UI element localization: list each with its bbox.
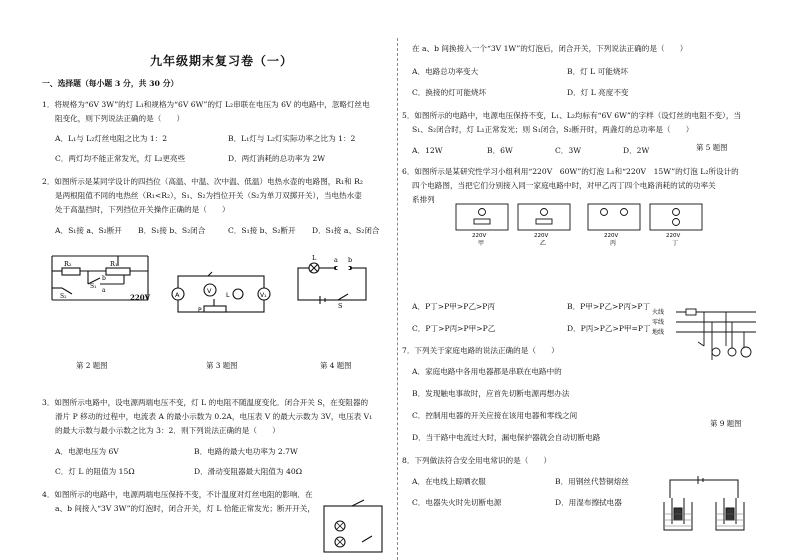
fig9-neutral-wire-label: 零线 [652, 319, 665, 326]
q3-option-a[interactable]: A．电源电压为 6V [55, 447, 119, 456]
fig4-b-label: b [348, 256, 353, 264]
fig4-circuit-diagram [292, 254, 372, 310]
fig4-switch-label: S [338, 302, 343, 310]
q6-option-b[interactable]: B．P甲>P乙>P丙>P丁 [567, 302, 651, 311]
fig2-s2-label: S₂ [60, 293, 67, 300]
fig9-household-circuit [652, 306, 756, 366]
fig9-ground-wire-label: 地线 [652, 329, 665, 336]
q6-stem-line2: 四个电路图，当把它们分别接入同一家庭电路中时，对甲乙丙丁四个电路消耗的试的功率关 [412, 181, 716, 190]
q7-option-d[interactable]: D．当干路中电流过大时，漏电保护器就会自动切断电路 [412, 433, 601, 442]
q6-circuit-voltage-label: 220V [472, 233, 487, 239]
q1-option-b[interactable]: B．L₁灯与 L₂灯实际功率之比为 1：2 [228, 134, 356, 143]
q6-option-d[interactable]: D．P丙>P乙>P甲=P丁 [567, 324, 651, 333]
fig9-caption: 第 9 题图 [710, 419, 742, 428]
q6-option-a[interactable]: A．P丁>P甲>P乙>P丙 [412, 302, 495, 311]
q3-stem-line2: 滑片 P 移动的过程中，电流表 A 的最小示数为 0.2A，电压表 V 的最大示数为 3V，电压表 V₁ [55, 412, 373, 421]
q6-circuit-name-label: 甲 [478, 240, 485, 247]
fig2-a-label: a [102, 287, 106, 294]
q6-circuit-voltage-label: 220V [534, 233, 549, 239]
q6-circuit-4 [646, 200, 706, 247]
q2-option-d[interactable]: D．S₁接 a、S₂闭合 [312, 226, 380, 235]
q6-circuit-name-label: 丙 [610, 240, 617, 247]
q6-circuit-name-label: 丁 [672, 240, 679, 247]
fig3-voltmeter1-label: V₁ [260, 292, 267, 299]
fig3-ammeter-label: A [175, 291, 180, 299]
q3-option-b[interactable]: B．电路的最大电功率为 2.7W [194, 447, 298, 456]
q5-option-c[interactable]: C．3W [555, 146, 582, 155]
fig3-slider-label: P [198, 307, 202, 314]
q2-option-b[interactable]: B．S₁接 b、S₂闭合 [138, 226, 206, 235]
q2-stem-line3: 处于高温挡时，下列挡位开关操作正确的是（ ） [55, 205, 230, 214]
fig10-beaker-diagram [660, 474, 750, 534]
q8-option-a[interactable]: A．在电线上晾晒衣服 [412, 477, 486, 486]
fig3-lamp-label: L [226, 291, 230, 299]
q4-stem-line3: 在 a、b 间换接入一个“3V 1W”的灯泡后，闭合开关，下列说法正确的是（ ） [412, 44, 688, 53]
q1-option-c[interactable]: C．两灯均不能正常发光，灯 L₂更亮些 [55, 154, 186, 163]
q2-stem-line2: 是两根阻值不同的电热丝（R₁<R₂），S₁、S₂为挡位开关（S₂为单刀双掷开关），当电热水壶 [55, 191, 362, 200]
q7-option-c[interactable]: C．控制用电器的开关应接在该用电器和零线之间 [412, 411, 578, 420]
q1-option-a[interactable]: A．L₁与 L₂灯丝电阻之比为 1：2 [55, 134, 168, 143]
q6-circuit-voltage-label: 220V [604, 233, 619, 239]
q4-option-a[interactable]: A．电路总功率变大 [412, 67, 479, 76]
q5-option-d[interactable]: D．2W [623, 146, 650, 155]
q5-stem-line1: 5．如图所示的电路中，电源电压保持不变，L₁、L₂均标有“6V 6W”的字样（设灯丝的电阻不变），当 [402, 111, 742, 120]
q2-option-a[interactable]: A．S₁接 a、S₂断开 [55, 226, 122, 235]
fig5-caption: 第 5 题图 [696, 143, 728, 152]
fig4-a-label: a [334, 256, 338, 264]
q6-circuit-3 [584, 200, 644, 247]
q3-option-d[interactable]: D．滑动变阻器最大阻值为 40Ω [194, 467, 302, 476]
q5-option-a[interactable]: A．12W [412, 146, 443, 155]
q7-option-b[interactable]: B．发现触电事故时，应首先切断电源再想办法 [412, 389, 570, 398]
q8-option-c[interactable]: C．电器失火时先切断电源 [412, 498, 502, 507]
q6-option-c[interactable]: C．P丁>P丙>P甲>P乙 [412, 324, 496, 333]
q3-stem-line3: 的最大示数与最小示数之比为 3：2．则下列说法正确的是（ ） [55, 426, 280, 435]
column-divider [397, 38, 398, 560]
q8-stem: 8．下列做法符合安全用电常识的是（ ） [402, 456, 552, 465]
q7-stem: 7．下列关于家庭电路的说法正确的是（ ） [402, 346, 559, 355]
fig3-voltmeter-label: V [207, 287, 212, 295]
fig3-circuit-diagram [168, 272, 274, 316]
q1-stem-line1: 1．将规格为“6V 3W”的灯 L₁和规格为“6V 6W”的灯 L₂串联在电压为 6V 的电路中，忽略灯丝电 [42, 100, 370, 109]
page-title: 九年级期末复习卷（一） [150, 54, 294, 68]
fig2-r2-label: R₂ [64, 260, 72, 268]
fig3-caption: 第 3 题图 [206, 361, 238, 370]
q3-option-c[interactable]: C．灯 L 的阻值为 15Ω [55, 467, 135, 476]
fig9-live-wire-label: 火线 [652, 309, 665, 316]
q1-stem-line2: 阻变化，则下列说法正确的是（ ） [55, 114, 185, 123]
q5-stem-line2: S₁、S₂闭合时，灯 L₁正常发光；则 S₁闭合，S₂断开时，两盏灯的总功率是（ ） [412, 125, 694, 134]
q4-option-d[interactable]: D．灯 L 亮度不变 [567, 88, 629, 97]
q8-option-b[interactable]: B．用钢丝代替铜熔丝 [555, 477, 629, 486]
fig2-s1-label: S₁ [90, 283, 97, 290]
fig2-caption: 第 2 题图 [76, 361, 108, 370]
q4-stem-line1: 4．如图所示的电路中，电源两端电压保持不变，不计温度对灯丝电阻的影响．在 [42, 490, 313, 499]
q6-circuit-name-label: 乙 [540, 240, 547, 247]
q4-option-b[interactable]: B．灯 L 可能烧坏 [567, 67, 629, 76]
q6-circuit-1 [452, 200, 512, 247]
q2-option-c[interactable]: C．S₁接 b、S₂断开 [228, 226, 296, 235]
q4-option-c[interactable]: C．换接的灯可能烧坏 [412, 88, 487, 97]
fig2-b-label: b [102, 275, 106, 282]
q6-circuit-2 [514, 200, 574, 247]
fig2-r1-label: R₁ [110, 260, 118, 268]
q6-stem-line3: 系排列 [412, 195, 435, 204]
q5-option-b[interactable]: B．6W [487, 146, 513, 155]
fig4-lamp-label: L [312, 254, 317, 262]
q6-stem-line1: 6．如图所示是某研究性学习小组利用“220V 60W”的灯泡 L₁和“220V 15W”的灯泡 L₂所设计的 [402, 167, 739, 176]
q4-stem-line2: a、b 间接入“3V 3W”的灯泡时，闭合开关，灯 L 恰能正常发光；断开开关， [55, 504, 315, 513]
section-heading: 一、选择题（每小题 3 分，共 30 分） [42, 79, 179, 88]
q6-circuit-voltage-label: 220V [666, 233, 681, 239]
q2-stem-line1: 2．如图所示是某同学设计的四挡位（高温、中温、次中温、低温）电热水壶的电路图，R₁和 R₂ [42, 177, 363, 186]
fig2-voltage-label: 220V [130, 293, 151, 302]
fig4-caption: 第 4 题图 [320, 361, 352, 370]
q7-option-a[interactable]: A．家庭电路中各用电器都是串联在电路中的 [412, 367, 562, 376]
q3-stem-line1: 3．如图所示电路中，设电源两端电压不变，灯 L 的电阻不随温度变化．闭合开关 S，在变阻器的 [42, 398, 369, 407]
q8-option-d[interactable]: D．用湿布擦拭电器 [555, 498, 622, 507]
fig5-circuit-diagram [318, 500, 388, 558]
q1-option-d[interactable]: D．两灯消耗的总功率为 2W [228, 154, 326, 163]
